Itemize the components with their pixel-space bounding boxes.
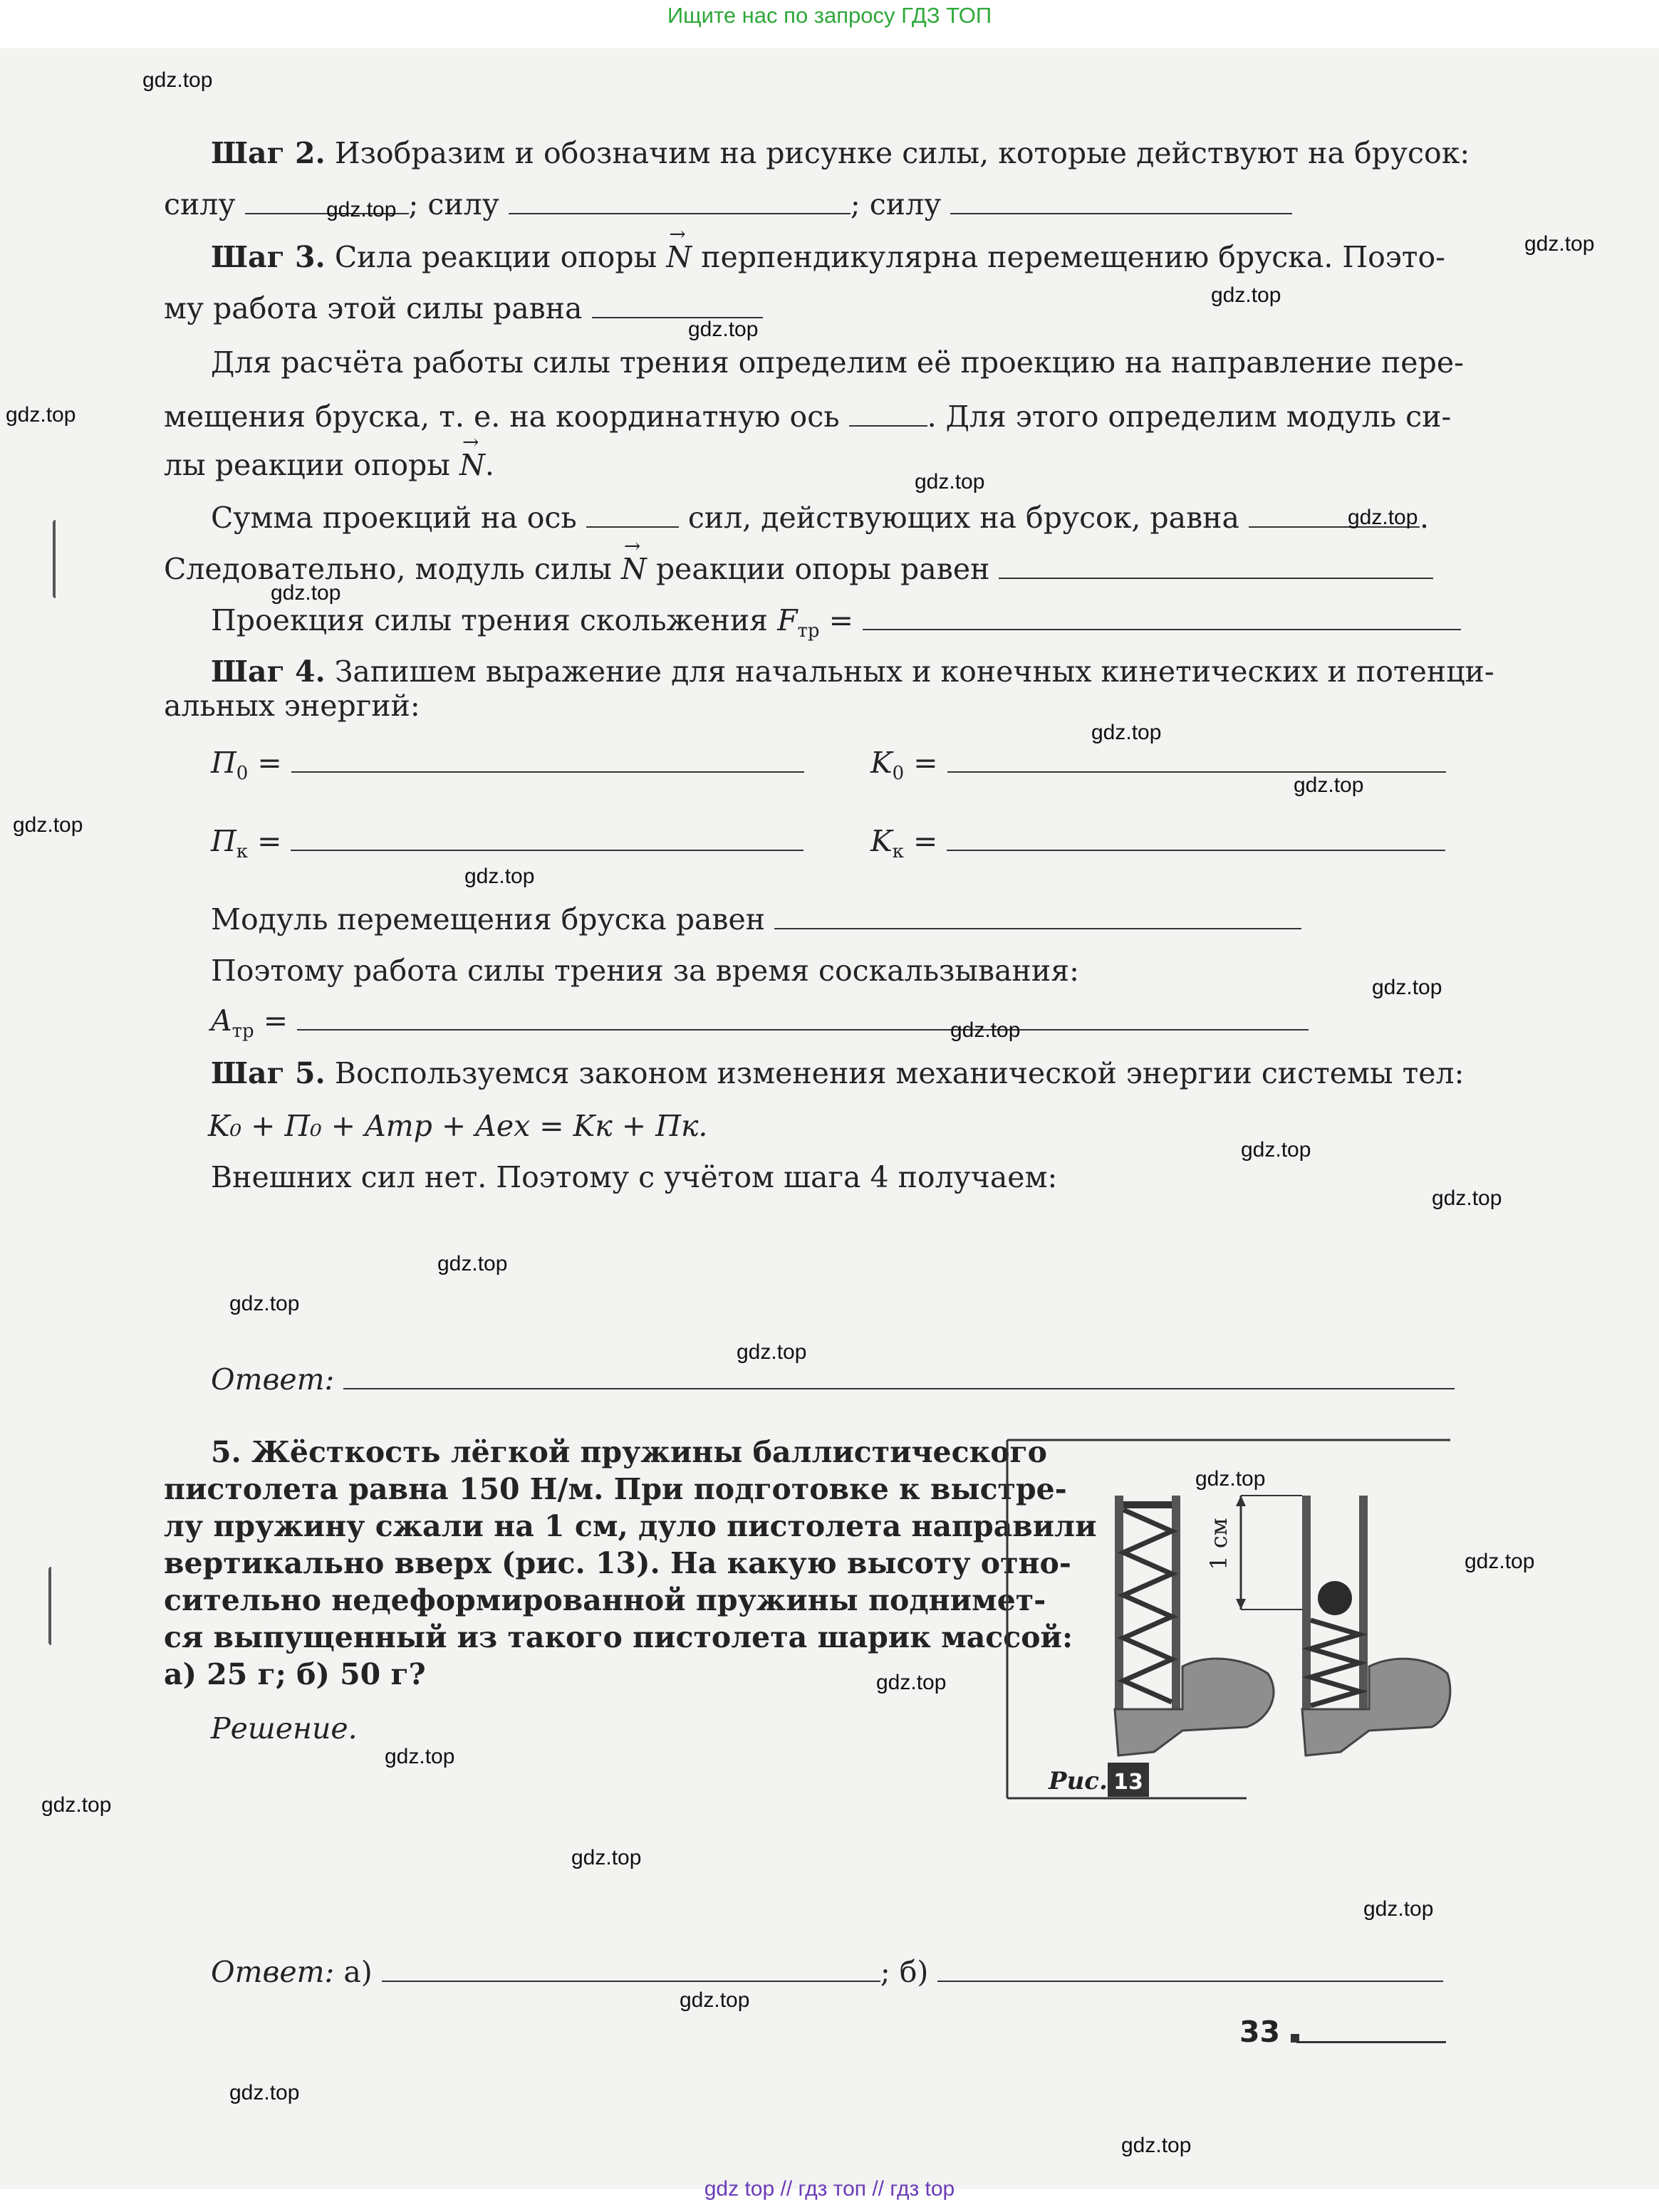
step3-text: Проекция силы трения скольжения (211, 603, 769, 637)
watermark: gdz.top (876, 1671, 947, 1694)
potential-energy: П (211, 824, 236, 858)
pistol-released (1302, 1496, 1450, 1755)
equals: = (913, 746, 938, 780)
watermark: gdz.top (6, 403, 76, 427)
subscript: 0 (892, 763, 905, 785)
projection-line (211, 602, 1461, 649)
step3-text: лы реакции опоры (164, 448, 450, 482)
answer-blank[interactable] (592, 294, 763, 318)
figure-number: 13 (1113, 1770, 1143, 1795)
step3-text: перпендикулярна перемещению бруска. Поэто- (701, 240, 1446, 274)
answer-blank[interactable] (947, 827, 1445, 851)
answer-b-label: ; б) (880, 1955, 929, 1989)
step5-label: Шаг 5. (211, 1056, 326, 1090)
step4-line2: альных энергий: (164, 689, 420, 723)
binder-staple (48, 1567, 57, 1645)
step5-text: Воспользуемся законом изменения механической энергии системы тел: (334, 1056, 1465, 1090)
answer-blank[interactable] (291, 748, 804, 773)
separator: ; (408, 187, 419, 221)
step3-text: реакции опоры равен (655, 552, 990, 586)
watermark: gdz.top (13, 813, 83, 837)
answer-blank-b[interactable] (937, 1958, 1443, 1982)
answer-blank[interactable] (291, 827, 804, 851)
answer-blank[interactable] (774, 905, 1301, 929)
answer-blank[interactable] (999, 555, 1433, 579)
watermark: gdz.top (1348, 506, 1418, 529)
watermark: gdz.top (571, 1846, 642, 1869)
watermark: gdz.top (1121, 2134, 1192, 2157)
step3-text: Сумма проекций на ось (211, 501, 577, 535)
watermark: gdz.top (326, 198, 397, 221)
step3-para2-line3: лы реакции опоры → N. (164, 447, 494, 483)
watermark: gdz.top (271, 581, 341, 605)
step3-text: Сила реакции опоры (334, 240, 657, 274)
step3-text: сил, действующих на брусок, равна (687, 501, 1239, 535)
figure-caption: Рис. (1049, 1767, 1108, 1795)
step4-line1 (211, 654, 1494, 689)
separator: ; (850, 187, 860, 221)
force-word: силу (869, 187, 942, 221)
watermark: gdz.top (437, 1252, 508, 1275)
step3-label: Шаг 3. (211, 240, 326, 274)
step4-label: Шаг 4. (211, 654, 326, 689)
watermark: gdz.top (915, 470, 985, 494)
step5-line1 (211, 1055, 1464, 1091)
answer-blank[interactable] (343, 1365, 1455, 1389)
watermark: gdz.top (1363, 1897, 1434, 1921)
step3-line1 (211, 239, 1445, 275)
sum-line: Сумма проекций на ось сил, действующих на брусок, равна . (211, 501, 1430, 535)
displacement-line (211, 902, 1301, 937)
top-banner[interactable]: Ищите нас по запросу ГДЗ ТОП (667, 3, 992, 28)
problem5-line: а) 25 г; б) 50 г? (164, 1657, 426, 1691)
watermark: gdz.top (1091, 721, 1162, 744)
vector-N: → N (459, 447, 485, 483)
P0-line (211, 745, 804, 791)
watermark: gdz.top (680, 1988, 750, 2012)
problem5-line: лу пружину сжали на 1 см, дуло пистолета направили (164, 1509, 1097, 1543)
step3-para2-line2 (164, 399, 1451, 434)
watermark: gdz.top (950, 1018, 1021, 1042)
subscript: тр (232, 1021, 254, 1043)
ball (1318, 1581, 1352, 1615)
step3-text: мещения бруска, т. е. на координатную ось (164, 400, 840, 434)
work-A: A (211, 1003, 232, 1038)
kinetic-energy: K (870, 824, 893, 858)
step2-line1 (211, 135, 1470, 171)
watermark: gdz.top (142, 68, 213, 92)
pistol-compressed (1115, 1496, 1274, 1755)
equals: = (912, 824, 938, 858)
watermark: gdz.top (1465, 1550, 1535, 1573)
watermark: gdz.top (229, 1292, 300, 1315)
problem5-line: сительно недеформированной пружины поднимет- (164, 1583, 1046, 1617)
step2-text: Изобразим и обозначим на рисунке силы, которые действуют на брусок: (334, 136, 1470, 170)
watermark: gdz.top (737, 1340, 807, 1364)
answer-a-label: а) (343, 1955, 373, 1989)
answer-blank[interactable] (509, 190, 851, 214)
equals: = (263, 1003, 288, 1038)
problem5-line: ся выпущенный из такого пистолета шарик массой: (164, 1620, 1073, 1654)
binder-staple (53, 520, 61, 598)
answer-line-2 (211, 1954, 1443, 1990)
answer-blank[interactable] (947, 748, 1446, 773)
answer-blank[interactable] (586, 504, 679, 528)
problem5-line: вертикально вверх (рис. 13). На какую высоту отно- (164, 1546, 1071, 1580)
hence-line (164, 551, 1433, 587)
kinetic-energy: K (870, 746, 893, 780)
answer-label: Ответ: (211, 1955, 335, 1989)
problem5-line: 5. Жёсткость лёгкой пружины баллистического (211, 1435, 1048, 1469)
watermark: gdz.top (464, 865, 535, 888)
watermark: gdz.top (1211, 283, 1281, 307)
dimension-1cm (1205, 1496, 1302, 1610)
watermark: gdz.top (1195, 1467, 1266, 1491)
work-line: Поэтому работа силы трения за время соскальзывания: (211, 954, 1079, 988)
step4-text: Запишем выражение для начальных и конечных кинетических и потенци- (334, 654, 1494, 689)
Kk-line (870, 823, 1445, 870)
potential-energy: П (211, 746, 236, 780)
force-word: силу (427, 187, 499, 221)
page-number: 33 (1239, 2015, 1281, 2049)
solution-label: Решение. (211, 1711, 358, 1746)
step3-line2 (164, 291, 763, 326)
Atr-line (211, 1003, 1309, 1049)
watermark: gdz.top (1372, 976, 1442, 999)
problem5-line: пистолета равна 150 Н/м. При подготовке к выстре- (164, 1472, 1067, 1506)
subscript: к (236, 841, 249, 863)
step5-note: Внешних сил нет. Поэтому с учётом шага 4 получаем: (211, 1160, 1058, 1194)
page-number-rule (1296, 2041, 1446, 2043)
answer-line-1 (211, 1362, 1455, 1397)
subscript: тр (797, 620, 820, 642)
watermark: gdz.top (229, 2081, 300, 2104)
vector-N: → N (666, 239, 692, 275)
step3-text: . Для этого определим модуль си- (927, 400, 1452, 434)
answer-blank[interactable] (297, 1006, 1309, 1031)
answer-label: Ответ: (211, 1362, 335, 1397)
bottom-banner[interactable]: gdz top // гдз топ // гдз top (704, 2177, 955, 2201)
force-F: F (777, 603, 798, 637)
equals: = (257, 824, 282, 858)
subscript: к (892, 841, 904, 863)
watermark: gdz.top (688, 318, 759, 341)
figure-13 (1004, 1439, 1453, 1809)
answer-blank[interactable] (950, 190, 1292, 214)
watermark: gdz.top (1294, 773, 1364, 797)
watermark: gdz.top (1432, 1186, 1502, 1210)
force-word: силу (164, 187, 236, 221)
watermark: gdz.top (385, 1745, 455, 1768)
Pk-line (211, 823, 804, 870)
step3-para2-line1: Для расчёта работы силы трения определим её проекцию на направление пере- (211, 345, 1464, 380)
equals: = (257, 746, 282, 780)
watermark: gdz.top (1241, 1138, 1311, 1162)
subscript: 0 (236, 763, 249, 785)
step4-text: Модуль перемещения бруска равен (211, 902, 766, 937)
energy-formula: K₀ + П₀ + Aтр + Aex = Kк + Пк. (208, 1109, 708, 1143)
step2-label: Шаг 2. (211, 136, 326, 170)
step3-text: му работа этой силы равна (164, 291, 583, 325)
dimension-label: 1 см (1205, 1518, 1232, 1570)
equals: = (828, 603, 853, 637)
watermark: gdz.top (1524, 232, 1595, 256)
answer-blank[interactable] (863, 606, 1461, 630)
answer-blank-a[interactable] (382, 1958, 880, 1982)
step3-text: Следовательно, модуль силы (164, 552, 612, 586)
watermark: gdz.top (41, 1793, 112, 1817)
answer-blank[interactable] (849, 402, 927, 427)
page-number-marker (1291, 2034, 1299, 2043)
vector-N: → N (621, 551, 647, 587)
